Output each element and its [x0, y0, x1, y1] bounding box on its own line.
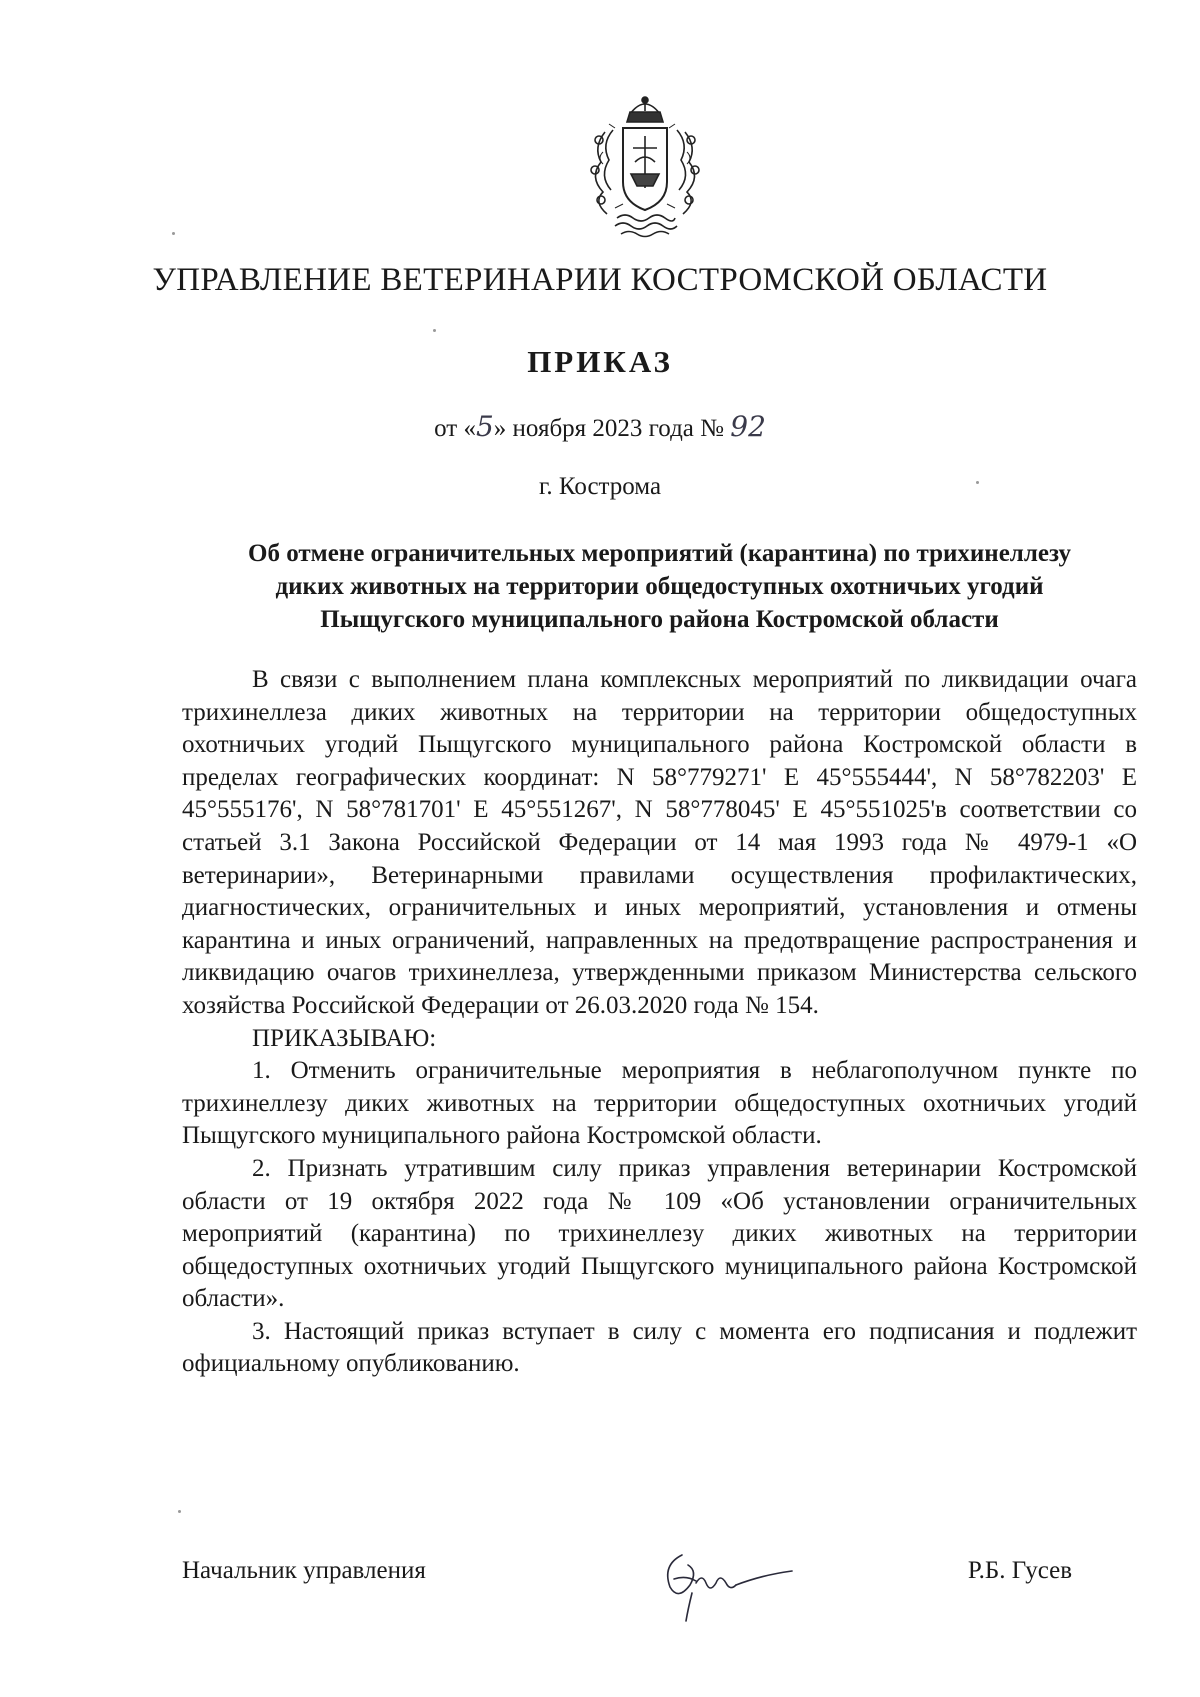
coat-of-arms-icon: [575, 92, 715, 242]
scan-speck: [172, 232, 175, 235]
scan-speck: [433, 329, 436, 332]
document-title: [182, 537, 1137, 636]
agency-name: УПРАВЛЕНИЕ ВЕТЕРИНАРИИ КОСТРОМСКОЙ ОБЛАСТИ: [152, 262, 1048, 298]
order-number-handwritten: 92: [730, 410, 766, 443]
scan-speck: [976, 481, 979, 484]
signature-block: [182, 1545, 1072, 1615]
order-item-2: 2. Признать утратившим силу приказ управления ветеринарии Костромской области от 19 октября 2022 года № 109 «Об установлении ограничительных мероприятий (карантина) по трихинеллезу диких животных на территории общедоступных охотничьих угодий Пыщугского муниципального района Костромской области».: [182, 1154, 1137, 1313]
handwritten-signature-icon: [652, 1535, 802, 1625]
title-line: диких животных на территории общедоступных охотничьих угодий: [275, 573, 1044, 600]
document-type: ПРИКАЗ: [527, 344, 673, 379]
order-item-1: 1. Отменить ограничительные мероприятия в неблагополучном пункте по трихинеллезу диких животных на территории общедоступных охотничьих угодий Пыщугского муниципального района Костромской области.: [182, 1057, 1137, 1150]
date-day-handwritten: 5: [475, 410, 494, 443]
city: г. Кострома: [538, 473, 662, 500]
date-prefix: от «: [434, 415, 476, 442]
document-body: [182, 664, 1137, 1381]
title-line: Об отмене ограничительных мероприятий (карантина) по трихинеллезу: [248, 540, 1071, 567]
date-line: [0, 410, 1200, 443]
title-line: Пыщугского муниципального района Костромской области: [320, 606, 999, 633]
order-word: ПРИКАЗЫВАЮ:: [252, 1024, 437, 1052]
scan-speck: [178, 1510, 181, 1513]
date-middle: » ноября 2023 года №: [493, 415, 724, 442]
order-item-3: 3. Настоящий приказ вступает в силу с момента его подписания и подлежит официальному опубликованию.: [182, 1317, 1137, 1378]
signer-role: Начальник управления: [182, 1557, 426, 1584]
signer-name: Р.Б. Гусев: [967, 1557, 1072, 1584]
preamble-paragraph: В связи с выполнением плана комплексных мероприятий по ликвидации очага трихинеллеза диких животных на территории на территории общедоступных охотничьих угодий Пыщугского муниципального района Костромской области в пределах географических координат: N 58°779271' E 45°555444', N 58°782203' E 45°555176', N 58°781701' E 45°551267', N 58°778045' E 45°551025'в соответствии со статьей 3.1 Закона Российской Федерации от 14 мая 1993 года № 4979-1 «О ветеринарии», Ветеринарными правилами осуществления профилактических, диагностических, ограничительных и иных мероприятий, установления и отмены карантина и иных ограничений, направленных на предотвращение распространения и ликвидацию очагов трихинеллеза, утвержденными приказом Министерства сельского хозяйства Российской Федерации от 26.03.2020 года № 154.: [182, 666, 1137, 1019]
